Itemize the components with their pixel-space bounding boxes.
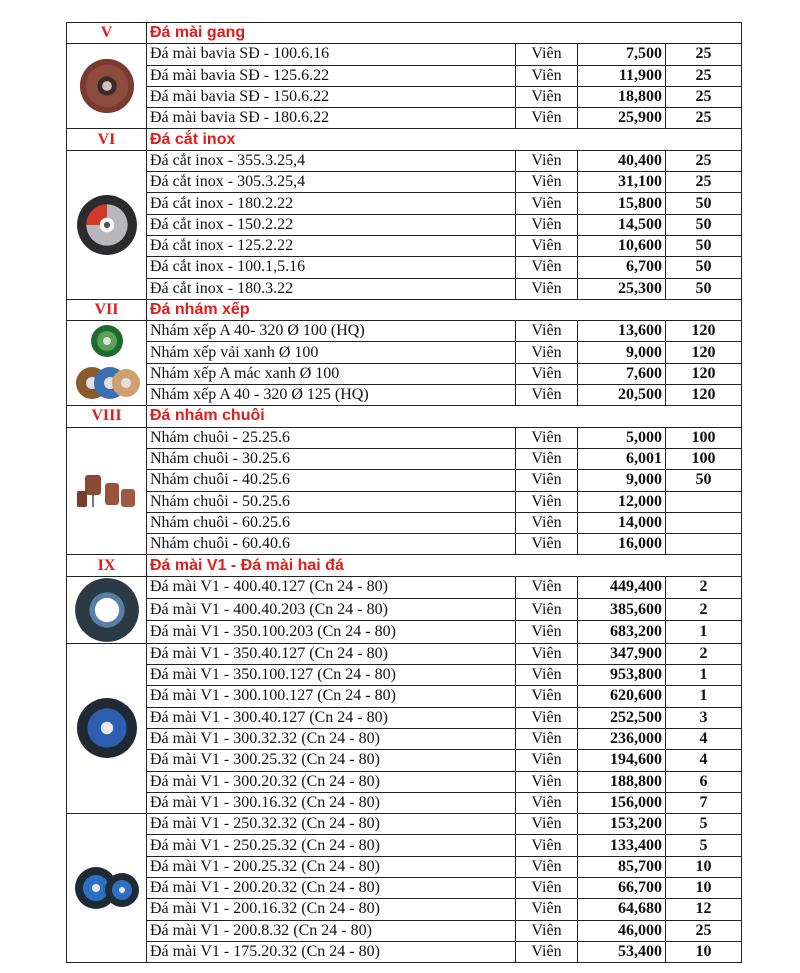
unit: Viên: [516, 512, 578, 533]
unit: Viên: [516, 621, 578, 643]
section-number: VIII: [67, 406, 147, 427]
product-name: Nhám xếp A mác xanh Ø 100: [147, 363, 516, 384]
product-name: Đá mài V1 - 300.32.32 (Cn 24 - 80): [147, 728, 516, 749]
product-name: Đá mài V1 - 200.25.32 (Cn 24 - 80): [147, 856, 516, 877]
price: 6,001: [578, 448, 666, 469]
product-name: Đá mài V1 - 350.100.203 (Cn 24 - 80): [147, 621, 516, 643]
product-name: Nhám chuôi - 30.25.6: [147, 448, 516, 469]
price: 53,400: [578, 941, 666, 962]
table-row: [67, 150, 742, 171]
table-row: [67, 342, 742, 363]
table-row: [67, 643, 742, 664]
unit: Viên: [516, 941, 578, 962]
quantity: 100: [666, 427, 742, 448]
price: 25,900: [578, 108, 666, 129]
unit: Viên: [516, 792, 578, 813]
unit: Viên: [516, 643, 578, 664]
unit: Viên: [516, 920, 578, 941]
table-row: [67, 771, 742, 792]
product-name: Đá mài bavia SĐ - 180.6.22: [147, 108, 516, 129]
table-row: [67, 235, 742, 256]
price: 9,000: [578, 342, 666, 363]
quantity: 100: [666, 448, 742, 469]
table-row: [67, 172, 742, 193]
table-row: [67, 877, 742, 898]
table-row: [67, 899, 742, 920]
product-name: Nhám chuôi - 60.40.6: [147, 534, 516, 555]
quantity: 10: [666, 877, 742, 898]
price: 14,000: [578, 512, 666, 533]
product-name: Đá mài V1 - 200.8.32 (Cn 24 - 80): [147, 920, 516, 941]
unit: Viên: [516, 771, 578, 792]
table-row: [67, 856, 742, 877]
grinding-wheel-pair-icon: [67, 814, 147, 963]
unit: Viên: [516, 363, 578, 384]
table-row: [67, 835, 742, 856]
unit: Viên: [516, 235, 578, 256]
product-name: Đá mài bavia SĐ - 150.6.22: [147, 86, 516, 107]
product-name: Nhám chuôi - 50.25.6: [147, 491, 516, 512]
product-name: Đá mài V1 - 200.20.32 (Cn 24 - 80): [147, 877, 516, 898]
price: 347,900: [578, 643, 666, 664]
unit: Viên: [516, 385, 578, 406]
quantity: 50: [666, 470, 742, 491]
unit: Viên: [516, 172, 578, 193]
quantity: 50: [666, 235, 742, 256]
quantity: 50: [666, 257, 742, 278]
section-number: IX: [67, 555, 147, 576]
quantity: 5: [666, 814, 742, 835]
product-name: Đá cắt inox - 305.3.25,4: [147, 172, 516, 193]
price: 194,600: [578, 750, 666, 771]
table-row: [67, 427, 742, 448]
table-row: [67, 512, 742, 533]
unit: Viên: [516, 108, 578, 129]
unit: Viên: [516, 44, 578, 65]
unit: Viên: [516, 427, 578, 448]
table-row: [67, 665, 742, 686]
product-name: Nhám chuôi - 25.25.6: [147, 427, 516, 448]
quantity: 10: [666, 856, 742, 877]
price: 64,680: [578, 899, 666, 920]
section-header-row: [67, 406, 742, 427]
quantity: 5: [666, 835, 742, 856]
section-number: VI: [67, 129, 147, 150]
price: 683,200: [578, 621, 666, 643]
unit: Viên: [516, 278, 578, 299]
product-name: Đá mài V1 - 300.40.127 (Cn 24 - 80): [147, 707, 516, 728]
price: 9,000: [578, 470, 666, 491]
price: 133,400: [578, 835, 666, 856]
unit: Viên: [516, 835, 578, 856]
quantity: 12: [666, 899, 742, 920]
quantity: 25: [666, 920, 742, 941]
grinding-wheel-icon: [67, 576, 147, 643]
table-row: [67, 491, 742, 512]
table-row: [67, 621, 742, 643]
unit: Viên: [516, 150, 578, 171]
table-row: [67, 44, 742, 65]
price: 16,000: [578, 534, 666, 555]
table-row: [67, 470, 742, 491]
unit: Viên: [516, 214, 578, 235]
quantity: 50: [666, 193, 742, 214]
unit: Viên: [516, 599, 578, 621]
price: 236,000: [578, 728, 666, 749]
price: 252,500: [578, 707, 666, 728]
unit: Viên: [516, 576, 578, 598]
price: 385,600: [578, 599, 666, 621]
unit: Viên: [516, 665, 578, 686]
table-row: [67, 707, 742, 728]
table-row: [67, 278, 742, 299]
quantity: 120: [666, 363, 742, 384]
flap-disc-icon: [67, 321, 147, 406]
quantity: 25: [666, 86, 742, 107]
unit: Viên: [516, 65, 578, 86]
unit: Viên: [516, 448, 578, 469]
table-row: [67, 65, 742, 86]
price: 85,700: [578, 856, 666, 877]
quantity: 7: [666, 792, 742, 813]
product-name: Nhám xếp A 40- 320 Ø 100 (HQ): [147, 321, 516, 342]
quantity: 25: [666, 44, 742, 65]
section-title: Đá mài V1 - Đá mài hai đá: [147, 555, 742, 576]
section-title: Đá mài gang: [147, 23, 742, 44]
product-name: Đá cắt inox - 150.2.22: [147, 214, 516, 235]
grinding-disc-brown-icon: [67, 44, 147, 129]
unit: Viên: [516, 86, 578, 107]
quantity: 1: [666, 621, 742, 643]
section-number: VII: [67, 299, 147, 320]
quantity: 2: [666, 599, 742, 621]
table-row: [67, 792, 742, 813]
table-row: [67, 599, 742, 621]
price: 188,800: [578, 771, 666, 792]
unit: Viên: [516, 534, 578, 555]
product-name: Đá mài V1 - 175.20.32 (Cn 24 - 80): [147, 941, 516, 962]
table-row: [67, 385, 742, 406]
product-name: Đá mài V1 - 300.20.32 (Cn 24 - 80): [147, 771, 516, 792]
price: 14,500: [578, 214, 666, 235]
price: 40,400: [578, 150, 666, 171]
unit: Viên: [516, 193, 578, 214]
quantity: [666, 512, 742, 533]
quantity: [666, 534, 742, 555]
product-name: Đá mài V1 - 400.40.203 (Cn 24 - 80): [147, 599, 516, 621]
quantity: 120: [666, 385, 742, 406]
product-name: Đá mài V1 - 250.32.32 (Cn 24 - 80): [147, 814, 516, 835]
price: 31,100: [578, 172, 666, 193]
price: 7,600: [578, 363, 666, 384]
table-row: [67, 814, 742, 835]
price: 153,200: [578, 814, 666, 835]
grinding-wheel-icon: [67, 643, 147, 813]
section-header-row: [67, 23, 742, 44]
unit: Viên: [516, 686, 578, 707]
table-row: [67, 920, 742, 941]
price: 156,000: [578, 792, 666, 813]
unit: Viên: [516, 342, 578, 363]
table-row: [67, 941, 742, 962]
product-name: Nhám chuôi - 40.25.6: [147, 470, 516, 491]
product-name: Đá mài V1 - 300.25.32 (Cn 24 - 80): [147, 750, 516, 771]
quantity: 120: [666, 342, 742, 363]
price: 20,500: [578, 385, 666, 406]
price-table: [66, 22, 742, 963]
quantity: 25: [666, 172, 742, 193]
table-row: [67, 728, 742, 749]
price: 13,600: [578, 321, 666, 342]
price: 11,900: [578, 65, 666, 86]
product-name: Đá mài V1 - 300.100.127 (Cn 24 - 80): [147, 686, 516, 707]
quantity: 3: [666, 707, 742, 728]
price: 66,700: [578, 877, 666, 898]
unit: Viên: [516, 707, 578, 728]
flap-wheel-icon: [67, 427, 147, 555]
table-row: [67, 321, 742, 342]
product-name: Đá mài V1 - 300.16.32 (Cn 24 - 80): [147, 792, 516, 813]
price: 5,000: [578, 427, 666, 448]
price: 10,600: [578, 235, 666, 256]
table-row: [67, 448, 742, 469]
unit: Viên: [516, 728, 578, 749]
product-name: Đá mài V1 - 400.40.127 (Cn 24 - 80): [147, 576, 516, 598]
table-row: [67, 576, 742, 598]
section-title: Đá nhám xếp: [147, 299, 742, 320]
product-name: Nhám xếp A 40 - 320 Ø 125 (HQ): [147, 385, 516, 406]
price: 25,300: [578, 278, 666, 299]
table-row: [67, 193, 742, 214]
quantity: 25: [666, 65, 742, 86]
quantity: 2: [666, 576, 742, 598]
table-row: [67, 257, 742, 278]
product-name: Nhám xếp vải xanh Ø 100: [147, 342, 516, 363]
unit: Viên: [516, 750, 578, 771]
section-title: Đá nhám chuôi: [147, 406, 742, 427]
quantity: 4: [666, 728, 742, 749]
unit: Viên: [516, 856, 578, 877]
product-name: Đá mài V1 - 200.16.32 (Cn 24 - 80): [147, 899, 516, 920]
quantity: [666, 491, 742, 512]
product-name: Đá mài bavia SĐ - 100.6.16: [147, 44, 516, 65]
product-name: Đá cắt inox - 180.2.22: [147, 193, 516, 214]
section-header-row: [67, 299, 742, 320]
quantity: 25: [666, 108, 742, 129]
product-name: Đá cắt inox - 180.3.22: [147, 278, 516, 299]
quantity: 50: [666, 214, 742, 235]
price: 18,800: [578, 86, 666, 107]
quantity: 25: [666, 150, 742, 171]
section-title: Đá cắt inox: [147, 129, 742, 150]
section-number: V: [67, 23, 147, 44]
table-row: [67, 363, 742, 384]
price: 620,600: [578, 686, 666, 707]
quantity: 120: [666, 321, 742, 342]
product-name: Đá mài bavia SĐ - 125.6.22: [147, 65, 516, 86]
quantity: 1: [666, 686, 742, 707]
quantity: 6: [666, 771, 742, 792]
cutting-disc-icon: [67, 150, 147, 299]
price: 46,000: [578, 920, 666, 941]
unit: Viên: [516, 899, 578, 920]
table-row: [67, 108, 742, 129]
price: 7,500: [578, 44, 666, 65]
unit: Viên: [516, 257, 578, 278]
product-name: Đá mài V1 - 250.25.32 (Cn 24 - 80): [147, 835, 516, 856]
section-header-row: [67, 129, 742, 150]
unit: Viên: [516, 491, 578, 512]
product-name: Đá cắt inox - 355.3.25,4: [147, 150, 516, 171]
quantity: 4: [666, 750, 742, 771]
product-name: Đá mài V1 - 350.100.127 (Cn 24 - 80): [147, 665, 516, 686]
quantity: 2: [666, 643, 742, 664]
quantity: 10: [666, 941, 742, 962]
unit: Viên: [516, 470, 578, 491]
price: 15,800: [578, 193, 666, 214]
unit: Viên: [516, 814, 578, 835]
product-name: Đá mài V1 - 350.40.127 (Cn 24 - 80): [147, 643, 516, 664]
unit: Viên: [516, 877, 578, 898]
price: 449,400: [578, 576, 666, 598]
quantity: 50: [666, 278, 742, 299]
table-row: [67, 214, 742, 235]
product-name: Đá cắt inox - 100.1,5.16: [147, 257, 516, 278]
price: 953,800: [578, 665, 666, 686]
table-row: [67, 686, 742, 707]
price: 12,000: [578, 491, 666, 512]
table-row: [67, 750, 742, 771]
product-name: Nhám chuôi - 60.25.6: [147, 512, 516, 533]
table-row: [67, 86, 742, 107]
quantity: 1: [666, 665, 742, 686]
section-header-row: [67, 555, 742, 576]
product-name: Đá cắt inox - 125.2.22: [147, 235, 516, 256]
price: 6,700: [578, 257, 666, 278]
table-row: [67, 534, 742, 555]
unit: Viên: [516, 321, 578, 342]
